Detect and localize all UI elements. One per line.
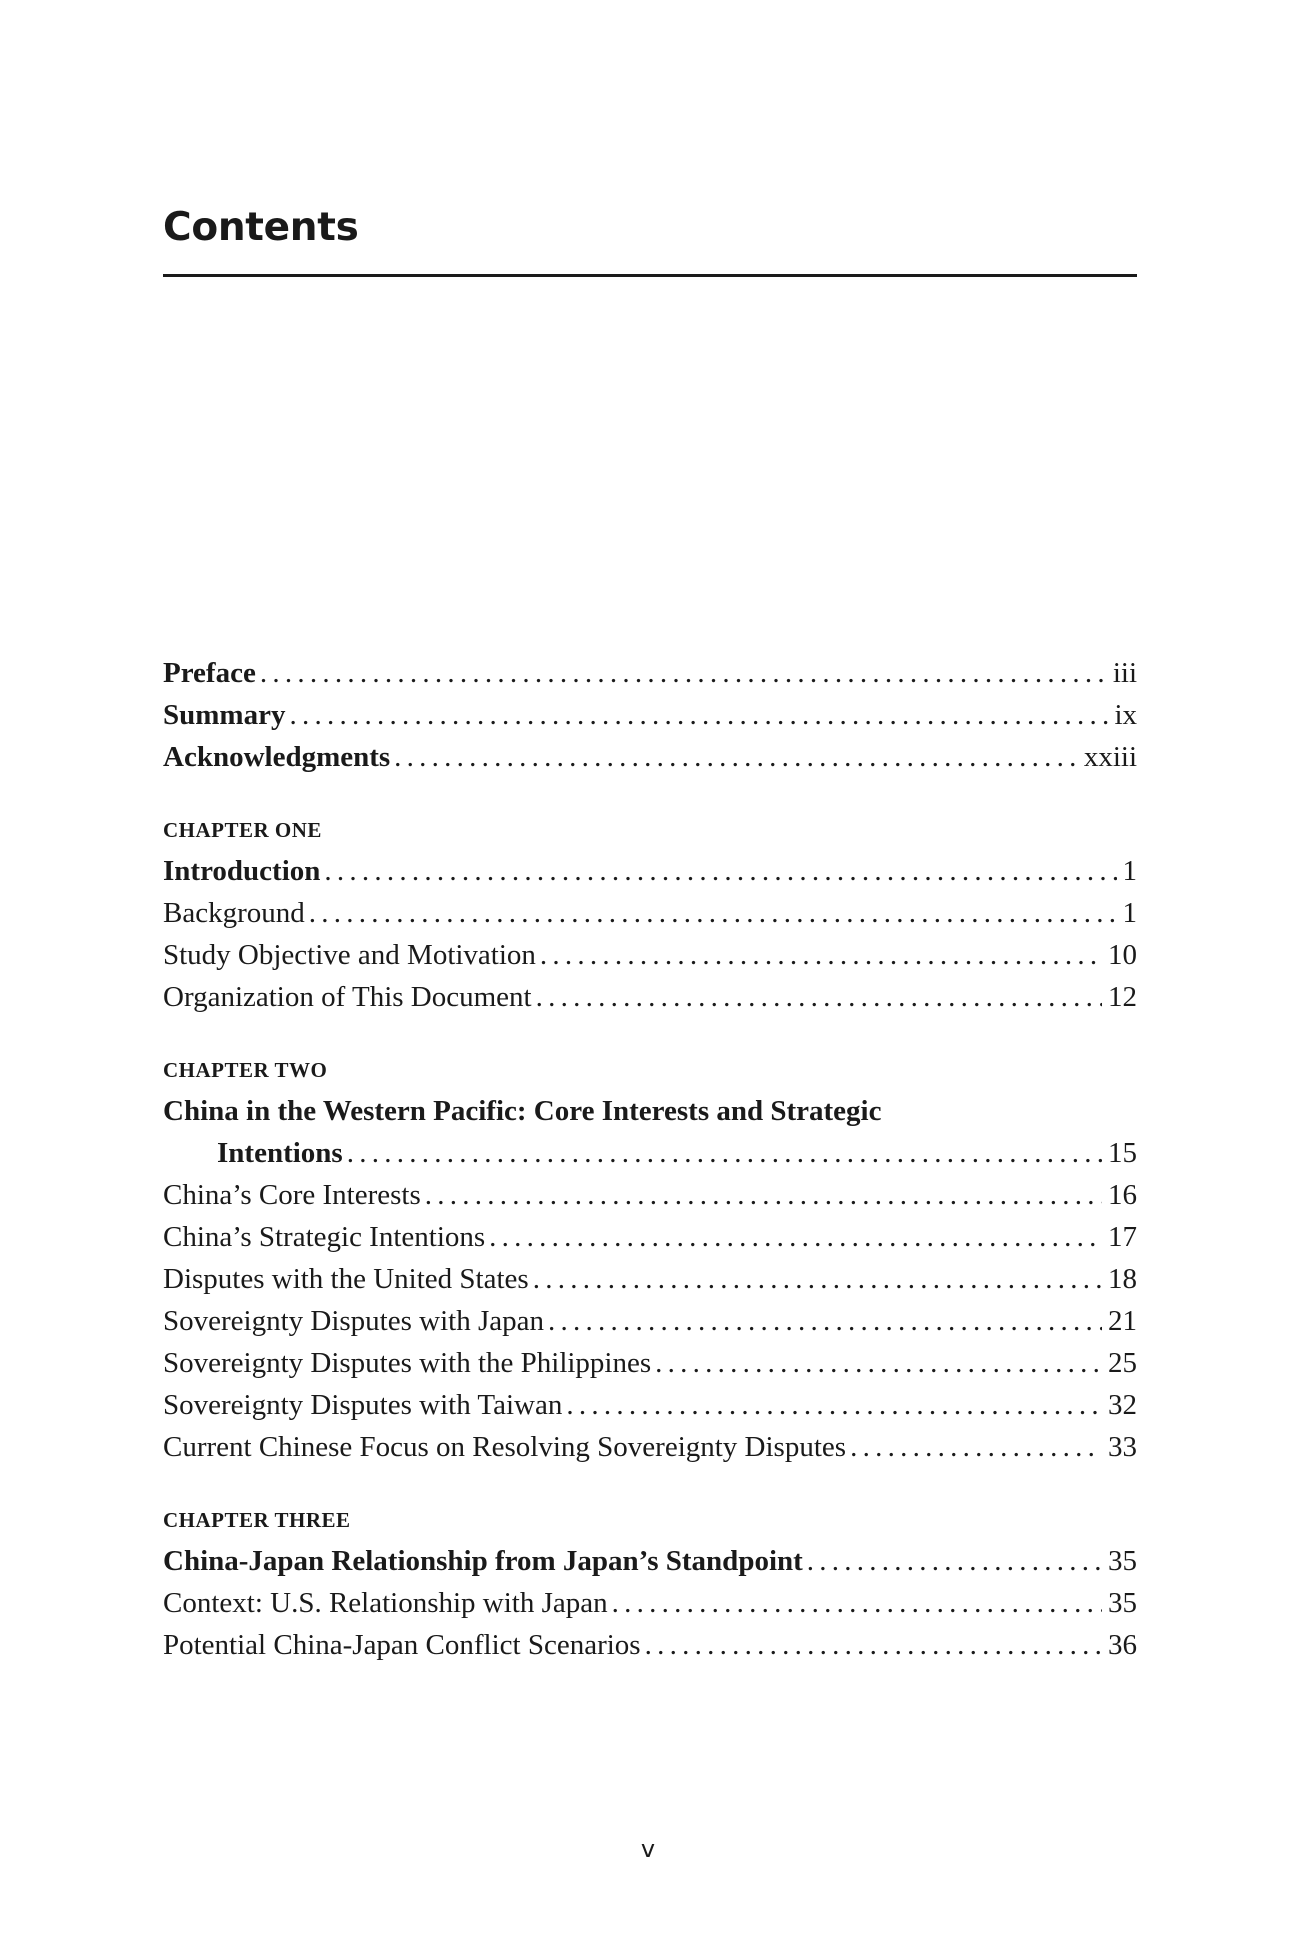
chapter-label: CHAPTER TWO — [163, 1058, 328, 1082]
dot-leader — [533, 1258, 1102, 1300]
toc-entry-page: 21 — [1108, 1305, 1137, 1337]
toc-entry-summary[interactable] — [163, 694, 1137, 736]
table-of-contents — [163, 652, 1137, 1666]
toc-chapter-title[interactable] — [163, 1540, 1137, 1582]
toc-chapter-title[interactable] — [163, 1132, 1137, 1174]
toc-section-entry[interactable] — [163, 1258, 1137, 1300]
dot-leader — [655, 1342, 1102, 1384]
toc-entry-label: Context: U.S. Relationship with Japan — [163, 1587, 608, 1619]
toc-section-entry[interactable] — [163, 1216, 1137, 1258]
dot-leader — [645, 1624, 1102, 1666]
dot-leader — [489, 1216, 1102, 1258]
toc-entry-page: 35 — [1108, 1545, 1137, 1577]
toc-entry-label: Intentions — [217, 1137, 343, 1169]
toc-entry-page: 1 — [1122, 855, 1137, 887]
toc-entry-acknowledgments[interactable] — [163, 736, 1137, 778]
toc-entry-page: 33 — [1108, 1431, 1137, 1463]
toc-entry-page: 17 — [1108, 1221, 1137, 1253]
toc-entry-page: 16 — [1108, 1179, 1137, 1211]
dot-leader — [548, 1300, 1102, 1342]
toc-section-entry[interactable] — [163, 1342, 1137, 1384]
toc-section-entry[interactable] — [163, 1582, 1137, 1624]
toc-section-entry[interactable] — [163, 892, 1137, 934]
toc-entry-page: 10 — [1108, 939, 1137, 971]
dot-leader — [536, 976, 1102, 1018]
toc-entry-label: China’s Core Interests — [163, 1179, 421, 1211]
page-title: Contents — [163, 205, 359, 250]
dot-leader — [540, 934, 1102, 976]
dot-leader — [309, 892, 1117, 934]
title-rule — [163, 274, 1137, 277]
chapter-label: CHAPTER ONE — [163, 818, 322, 842]
toc-entry-label: Sovereignty Disputes with the Philippines — [163, 1347, 652, 1379]
toc-entry-label: Introduction — [163, 855, 321, 887]
toc-entry-page: 25 — [1108, 1347, 1137, 1379]
toc-entry-page: 18 — [1108, 1263, 1137, 1295]
toc-entry-page: xxiii — [1083, 741, 1137, 773]
toc-entry-label: Potential China-Japan Conflict Scenarios — [163, 1629, 641, 1661]
toc-entry-preface[interactable] — [163, 652, 1137, 694]
toc-entry-label: Sovereignty Disputes with Taiwan — [163, 1389, 563, 1421]
dot-leader — [289, 694, 1108, 736]
dot-leader — [612, 1582, 1102, 1624]
toc-section-entry[interactable] — [163, 1174, 1137, 1216]
toc-chapter-title[interactable] — [163, 850, 1137, 892]
toc-section-entry[interactable] — [163, 1300, 1137, 1342]
toc-entry-label: Acknowledgments — [163, 741, 391, 773]
toc-section-entry[interactable] — [163, 934, 1137, 976]
toc-entry-page: 35 — [1108, 1587, 1137, 1619]
toc-section-entry[interactable] — [163, 1384, 1137, 1426]
toc-entry-page: 15 — [1108, 1137, 1137, 1169]
dot-leader — [425, 1174, 1102, 1216]
toc-section-entry[interactable] — [163, 1624, 1137, 1666]
toc-entry-page: 36 — [1108, 1629, 1137, 1661]
toc-entry-label: Study Objective and Motivation — [163, 939, 536, 971]
folio: v — [640, 1835, 656, 1863]
toc-entry-label: China’s Strategic Intentions — [163, 1221, 486, 1253]
dot-leader — [260, 652, 1107, 694]
toc-entry-label: Background — [163, 897, 305, 929]
toc-chapter-title-line1[interactable]: China in the Western Pacific: Core Interests and Strategic — [163, 1095, 882, 1127]
toc-section-entry[interactable] — [163, 1426, 1137, 1468]
toc-entry-label: Organization of This Document — [163, 981, 532, 1013]
toc-entry-label: Disputes with the United States — [163, 1263, 529, 1295]
dot-leader — [324, 850, 1116, 892]
toc-entry-label: Sovereignty Disputes with Japan — [163, 1305, 544, 1337]
toc-section-entry[interactable] — [163, 976, 1137, 1018]
toc-entry-label: Summary — [163, 699, 286, 731]
toc-entry-page: 32 — [1108, 1389, 1137, 1421]
dot-leader — [850, 1426, 1102, 1468]
chapter-label: CHAPTER THREE — [163, 1508, 351, 1532]
toc-entry-page: iii — [1112, 657, 1137, 689]
toc-entry-page: ix — [1114, 699, 1137, 731]
toc-entry-page: 12 — [1108, 981, 1137, 1013]
toc-entry-label: Current Chinese Focus on Resolving Sovereignty Disputes — [163, 1431, 847, 1463]
dot-leader — [394, 736, 1078, 778]
dot-leader — [347, 1132, 1102, 1174]
toc-entry-label: Preface — [163, 657, 256, 689]
dot-leader — [807, 1540, 1102, 1582]
toc-entry-label: China-Japan Relationship from Japan’s Standpoint — [163, 1545, 803, 1577]
toc-entry-page: 1 — [1122, 897, 1137, 929]
dot-leader — [566, 1384, 1102, 1426]
